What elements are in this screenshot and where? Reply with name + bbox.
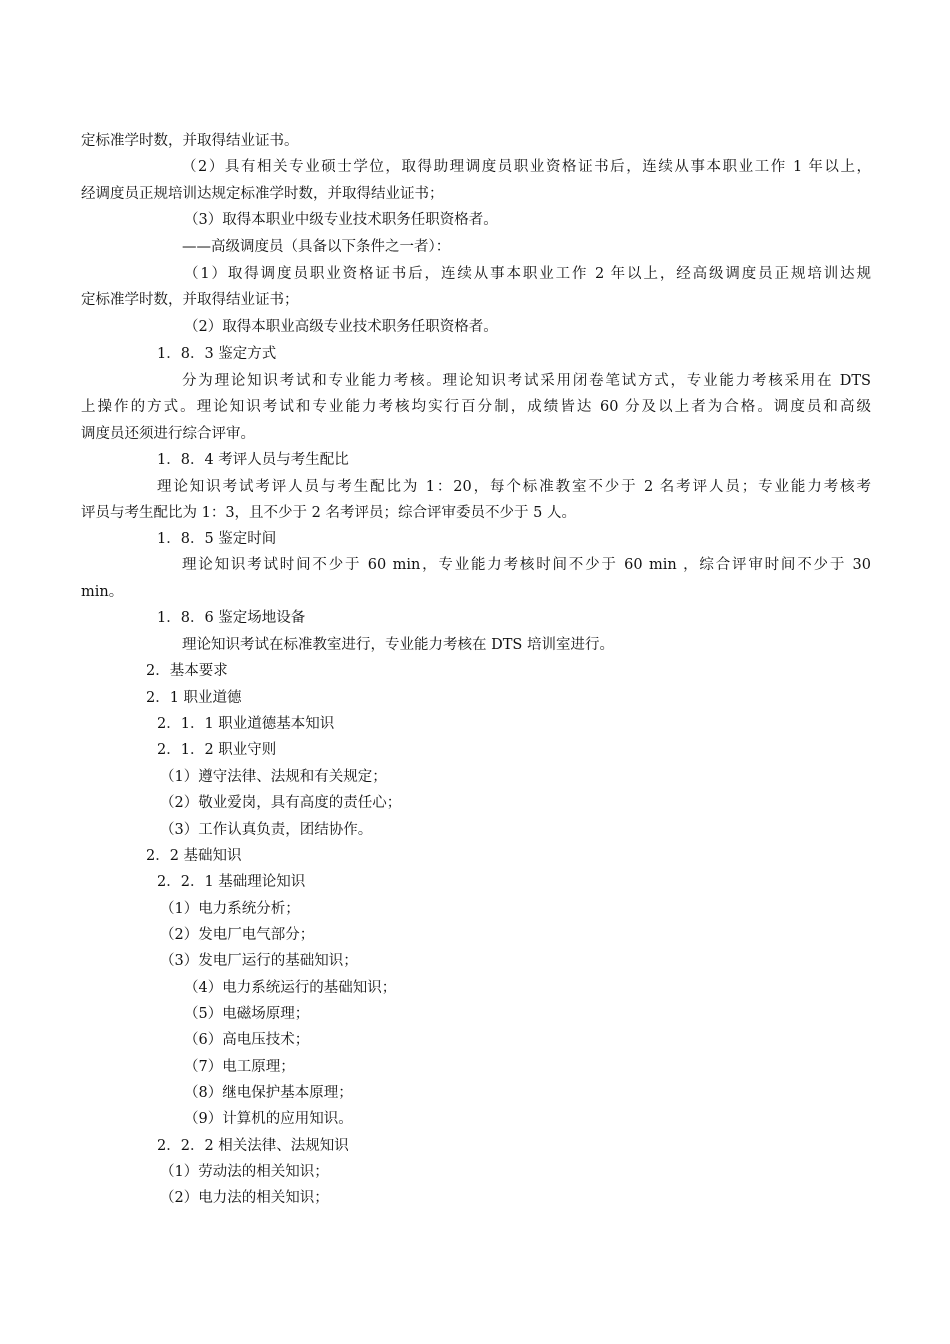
list-item: （6）高电压技术； [184,1032,310,1048]
list-item: （2）发电厂电气部分； [160,927,315,943]
section-heading: 1．8．4 考评人员与考生配比 [157,452,349,468]
list-item: （7）电工原理； [184,1059,295,1075]
text-line: 理论知识考试考评人员与考生配比为 1：20，每个标准教室不少于 2 名考评人员；专业能力考核考 [157,479,871,495]
list-item: （4）电力系统运行的基础知识； [184,980,397,996]
text-line: 定标准学时数，并取得结业证书。 [81,133,299,149]
text-line: ——高级调度员（具备以下条件之一者）： [182,239,451,255]
list-item: （5）电磁场原理； [184,1006,310,1022]
text-line: 上操作的方式。理论知识考试和专业能力考核均实行百分制，成绩皆达 60 分及以上者为合格。调度员和高级 [81,399,871,415]
section-heading: 2．1．1 职业道德基本知识 [157,716,335,732]
text-line: （3）取得本职业中级专业技术职务任职资格者。 [184,212,498,228]
text-line: 理论知识考试时间不少于 60 min，专业能力考核时间不少于 60 min ，综合评审时间不少于 30 [182,557,871,573]
section-heading: 2．1 职业道德 [146,690,242,706]
section-heading: 1．8．3 鉴定方式 [157,346,277,362]
text-line: （2）具有相关专业硕士学位，取得助理调度员职业资格证书后，连续从事本职业工作 1 年以上， [182,159,871,175]
list-item: （1）电力系统分析； [160,901,300,917]
list-item: （2）敬业爱岗，具有高度的责任心； [160,795,402,811]
text-line: 调度员还须进行综合评审。 [81,426,255,442]
section-heading: 2．2．2 相关法律、法规知识 [157,1138,349,1154]
section-heading: 1．8．6 鉴定场地设备 [157,610,306,626]
text-line: （2）取得本职业高级专业技术职务任职资格者。 [184,319,498,335]
section-heading: 2．1．2 职业守则 [157,742,277,758]
text-line: 定标准学时数，并取得结业证书； [81,292,299,308]
text-line: 分为理论知识考试和专业能力考核。理论知识考试采用闭卷笔试方式，专业能力考核采用在 DTS [182,373,871,389]
text-line: min。 [81,584,124,600]
section-heading: 2．基本要求 [146,663,228,679]
text-line: 经调度员正规培训达规定标准学时数，并取得结业证书； [81,186,444,202]
list-item: （1）遵守法律、法规和有关规定； [160,769,387,785]
section-heading: 1．8．5 鉴定时间 [157,531,277,547]
list-item: （3）工作认真负责，团结协作。 [160,822,373,838]
list-item: （2）电力法的相关知识； [160,1190,329,1206]
list-item: （9）计算机的应用知识。 [184,1111,353,1127]
list-item: （1）劳动法的相关知识； [160,1164,329,1180]
section-heading: 2．2．1 基础理论知识 [157,874,306,890]
list-item: （8）继电保护基本原理； [184,1085,353,1101]
text-line: 评员与考生配比为 1：3，且不少于 2 名考评员；综合评审委员不少于 5 人。 [81,505,576,521]
text-line: （1）取得调度员职业资格证书后，连续从事本职业工作 2 年以上，经高级调度员正规培训达规 [184,266,871,282]
text-line: 理论知识考试在标准教室进行，专业能力考核在 DTS 培训室进行。 [182,637,614,653]
section-heading: 2．2 基础知识 [146,848,242,864]
list-item: （3）发电厂运行的基础知识； [160,953,358,969]
